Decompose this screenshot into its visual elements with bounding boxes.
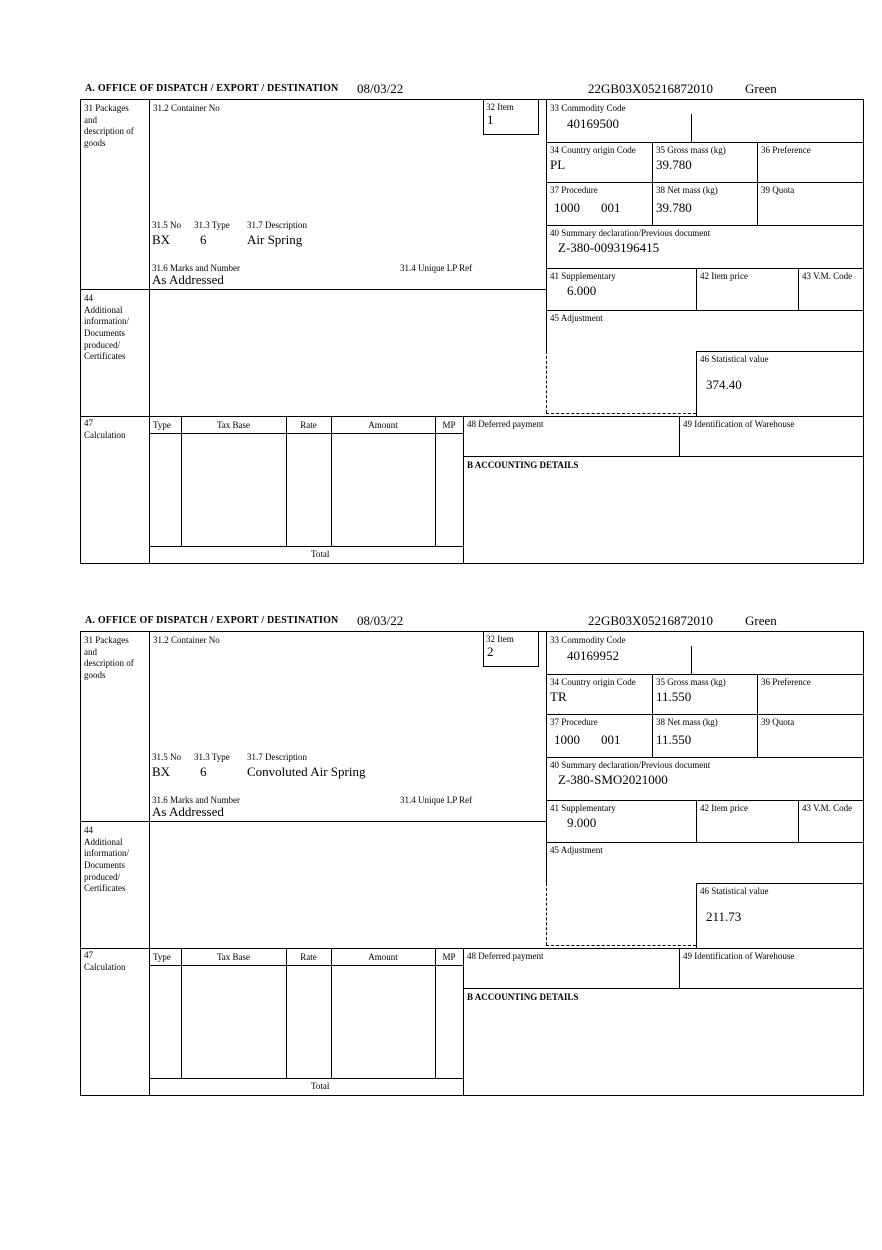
box36-preference-label: 36 Preference <box>761 677 811 687</box>
divider-line <box>331 948 332 1078</box>
dispatch-date: 08/03/22 <box>357 81 404 96</box>
commodity-code-value: 40169500 <box>567 116 619 131</box>
box44-additional-info-label: 44 Additional information/ Documents produced/ Certificates <box>84 825 129 894</box>
divider-line <box>696 351 863 352</box>
divider-line <box>149 965 463 966</box>
procedure-extra-value: 001 <box>601 732 621 747</box>
box40-summary-declaration-label: 40 Summary declaration/Previous document <box>550 228 711 238</box>
office-of-dispatch-label: A. OFFICE OF DISPATCH / EXPORT / DESTINATION <box>85 615 339 626</box>
column-mp-label: MP <box>442 420 456 430</box>
total-label: Total <box>311 549 330 559</box>
goods-description-value: Convoluted Air Spring <box>247 764 366 779</box>
dashed-divider-line <box>546 883 547 945</box>
divider-line <box>798 800 799 842</box>
divider-line <box>546 182 863 183</box>
box47-calculation-label: 47 Calculation <box>84 418 126 440</box>
office-of-dispatch-label: A. OFFICE OF DISPATCH / EXPORT / DESTINATION <box>85 83 339 94</box>
routing-channel: Green <box>745 613 777 628</box>
procedure-value: 1000 <box>554 200 580 215</box>
divider-line <box>546 268 863 269</box>
box48-deferred-payment-label: 48 Deferred payment <box>467 951 544 961</box>
divider-line <box>798 268 799 310</box>
block-header <box>80 612 864 631</box>
divider-line <box>546 842 863 843</box>
box43-vm-code-label: 43 V.M. Code <box>802 271 853 281</box>
box33-commodity-code-label: 33 Commodity Code <box>550 103 626 113</box>
item-number-value: 1 <box>487 112 494 127</box>
box35-gross-mass-label: 35 Gross mass (kg) <box>656 677 726 687</box>
net-mass-value: 39.780 <box>656 200 692 215</box>
divider-line <box>696 351 697 416</box>
divider-line <box>679 416 680 456</box>
column-type-label: Type <box>153 952 171 962</box>
divider-line <box>696 268 697 310</box>
package-type-value: 6 <box>200 764 207 779</box>
divider-line <box>463 416 464 563</box>
box49-warehouse-label: 49 Identification of Warehouse <box>683 951 795 961</box>
divider-line <box>691 646 692 674</box>
box31-2-container-no-label: 31.2 Container No <box>153 635 220 645</box>
country-origin-value: PL <box>550 157 566 172</box>
divider-line <box>81 948 863 949</box>
procedure-value: 1000 <box>554 732 580 747</box>
divider-line <box>546 674 863 675</box>
divider-line <box>463 948 464 1095</box>
box31-5-no-label: 31.5 No <box>152 752 181 762</box>
divider-line <box>181 416 182 546</box>
box37-procedure-label: 37 Procedure <box>550 185 598 195</box>
box34-country-origin-label: 34 Country origin Code <box>550 145 636 155</box>
divider-line <box>463 988 863 989</box>
column-tax-base-label: Tax Base <box>216 952 251 962</box>
marks-and-numbers-value: As Addressed <box>152 804 224 819</box>
divider-line <box>435 948 436 1078</box>
box45-adjustment-label: 45 Adjustment <box>550 313 603 323</box>
divider-line <box>546 800 863 801</box>
procedure-extra-value: 001 <box>601 200 621 215</box>
divider-line <box>149 546 463 547</box>
divider-line <box>546 714 863 715</box>
divider-line <box>81 821 546 822</box>
box39-quota-label: 39 Quota <box>761 717 795 727</box>
package-type-value: 6 <box>200 232 207 247</box>
divider-line <box>757 142 758 225</box>
item-number-value: 2 <box>487 644 494 659</box>
gross-mass-value: 11.550 <box>656 689 692 704</box>
box41-supplementary-label: 41 Supplementary <box>550 803 616 813</box>
box46-statistical-value-label: 46 Statistical value <box>700 886 769 896</box>
box43-vm-code-label: 43 V.M. Code <box>802 803 853 813</box>
divider-line <box>691 114 692 142</box>
supplementary-units-value: 6.000 <box>567 283 597 298</box>
declaration-item-block-1 <box>80 80 864 580</box>
box32-item-label: 32 Item <box>486 102 514 112</box>
box31-4-unique-lp-ref-label: 31.4 Unique LP Ref <box>400 795 473 805</box>
divider-line <box>652 142 653 225</box>
divider-line <box>696 883 697 948</box>
divider-line <box>757 674 758 757</box>
box36-preference-label: 36 Preference <box>761 145 811 155</box>
accounting-details-label: B ACCOUNTING DETAILS <box>467 992 579 1002</box>
routing-channel: Green <box>745 81 777 96</box>
box31-3-type-label: 31.3 Type <box>194 752 230 762</box>
package-count-value: BX <box>152 764 171 779</box>
divider-line <box>149 100 150 563</box>
divider-line <box>181 948 182 1078</box>
accounting-details-label: B ACCOUNTING DETAILS <box>467 460 579 470</box>
divider-line <box>679 948 680 988</box>
box37-procedure-label: 37 Procedure <box>550 717 598 727</box>
declaration-form <box>80 631 864 1096</box>
box33-commodity-code-label: 33 Commodity Code <box>550 635 626 645</box>
box35-gross-mass-label: 35 Gross mass (kg) <box>656 145 726 155</box>
commodity-code-value: 40169952 <box>567 648 619 663</box>
divider-line <box>149 1078 463 1079</box>
dispatch-date: 08/03/22 <box>357 613 404 628</box>
movement-reference-number: 22GB03X05216872010 <box>588 81 713 96</box>
column-amount-label: Amount <box>368 420 398 430</box>
statistical-value: 211.73 <box>706 909 742 924</box>
box31-2-container-no-label: 31.2 Container No <box>153 103 220 113</box>
dashed-divider-line <box>546 351 547 413</box>
total-label: Total <box>311 1081 330 1091</box>
box41-supplementary-label: 41 Supplementary <box>550 271 616 281</box>
column-mp-label: MP <box>442 952 456 962</box>
goods-description-value: Air Spring <box>247 232 303 247</box>
divider-line <box>149 632 150 1095</box>
divider-line <box>81 289 546 290</box>
box47-calculation-label: 47 Calculation <box>84 950 126 972</box>
box31-3-type-label: 31.3 Type <box>194 220 230 230</box>
supplementary-units-value: 9.000 <box>567 815 597 830</box>
column-rate-label: Rate <box>300 952 317 962</box>
block-header <box>80 80 864 99</box>
box31-7-description-label: 31.7 Description <box>247 220 307 230</box>
dashed-divider-line <box>546 413 696 414</box>
divider-line <box>81 416 863 417</box>
box31-4-unique-lp-ref-label: 31.4 Unique LP Ref <box>400 263 473 273</box>
divider-line <box>696 800 697 842</box>
box32-item-label: 32 Item <box>486 634 514 644</box>
box48-deferred-payment-label: 48 Deferred payment <box>467 419 544 429</box>
box40-summary-declaration-label: 40 Summary declaration/Previous document <box>550 760 711 770</box>
box44-additional-info-label: 44 Additional information/ Documents produced/ Certificates <box>84 293 129 362</box>
divider-line <box>463 456 863 457</box>
column-type-label: Type <box>153 420 171 430</box>
box45-adjustment-label: 45 Adjustment <box>550 845 603 855</box>
divider-line <box>149 433 463 434</box>
box31-6-marks-label: 31.6 Marks and Number <box>152 795 240 805</box>
box31-5-no-label: 31.5 No <box>152 220 181 230</box>
divider-line <box>546 310 863 311</box>
divider-line <box>546 757 863 758</box>
gross-mass-value: 39.780 <box>656 157 692 172</box>
divider-line <box>546 225 863 226</box>
package-count-value: BX <box>152 232 171 247</box>
box38-net-mass-label: 38 Net mass (kg) <box>656 185 718 195</box>
box42-item-price-label: 42 Item price <box>700 803 748 813</box>
box31-packages-label: 31 Packages and description of goods <box>84 103 134 149</box>
column-amount-label: Amount <box>368 952 398 962</box>
divider-line <box>435 416 436 546</box>
statistical-value: 374.40 <box>706 377 742 392</box>
dashed-divider-line <box>546 945 696 946</box>
box34-country-origin-label: 34 Country origin Code <box>550 677 636 687</box>
divider-line <box>652 674 653 757</box>
box46-statistical-value-label: 46 Statistical value <box>700 354 769 364</box>
box31-7-description-label: 31.7 Description <box>247 752 307 762</box>
divider-line <box>286 948 287 1078</box>
summary-declaration-value: Z-380-0093196415 <box>558 240 660 255</box>
divider-line <box>331 416 332 546</box>
country-origin-value: TR <box>550 689 567 704</box>
net-mass-value: 11.550 <box>656 732 692 747</box>
box38-net-mass-label: 38 Net mass (kg) <box>656 717 718 727</box>
box31-packages-label: 31 Packages and description of goods <box>84 635 134 681</box>
box49-warehouse-label: 49 Identification of Warehouse <box>683 419 795 429</box>
box31-6-marks-label: 31.6 Marks and Number <box>152 263 240 273</box>
divider-line <box>286 416 287 546</box>
marks-and-numbers-value: As Addressed <box>152 272 224 287</box>
box42-item-price-label: 42 Item price <box>700 271 748 281</box>
movement-reference-number: 22GB03X05216872010 <box>588 613 713 628</box>
declaration-form <box>80 99 864 564</box>
divider-line <box>546 142 863 143</box>
box39-quota-label: 39 Quota <box>761 185 795 195</box>
column-tax-base-label: Tax Base <box>216 420 251 430</box>
declaration-item-block-2 <box>80 612 864 1112</box>
divider-line <box>696 883 863 884</box>
summary-declaration-value: Z-380-SMO2021000 <box>558 772 668 787</box>
column-rate-label: Rate <box>300 420 317 430</box>
